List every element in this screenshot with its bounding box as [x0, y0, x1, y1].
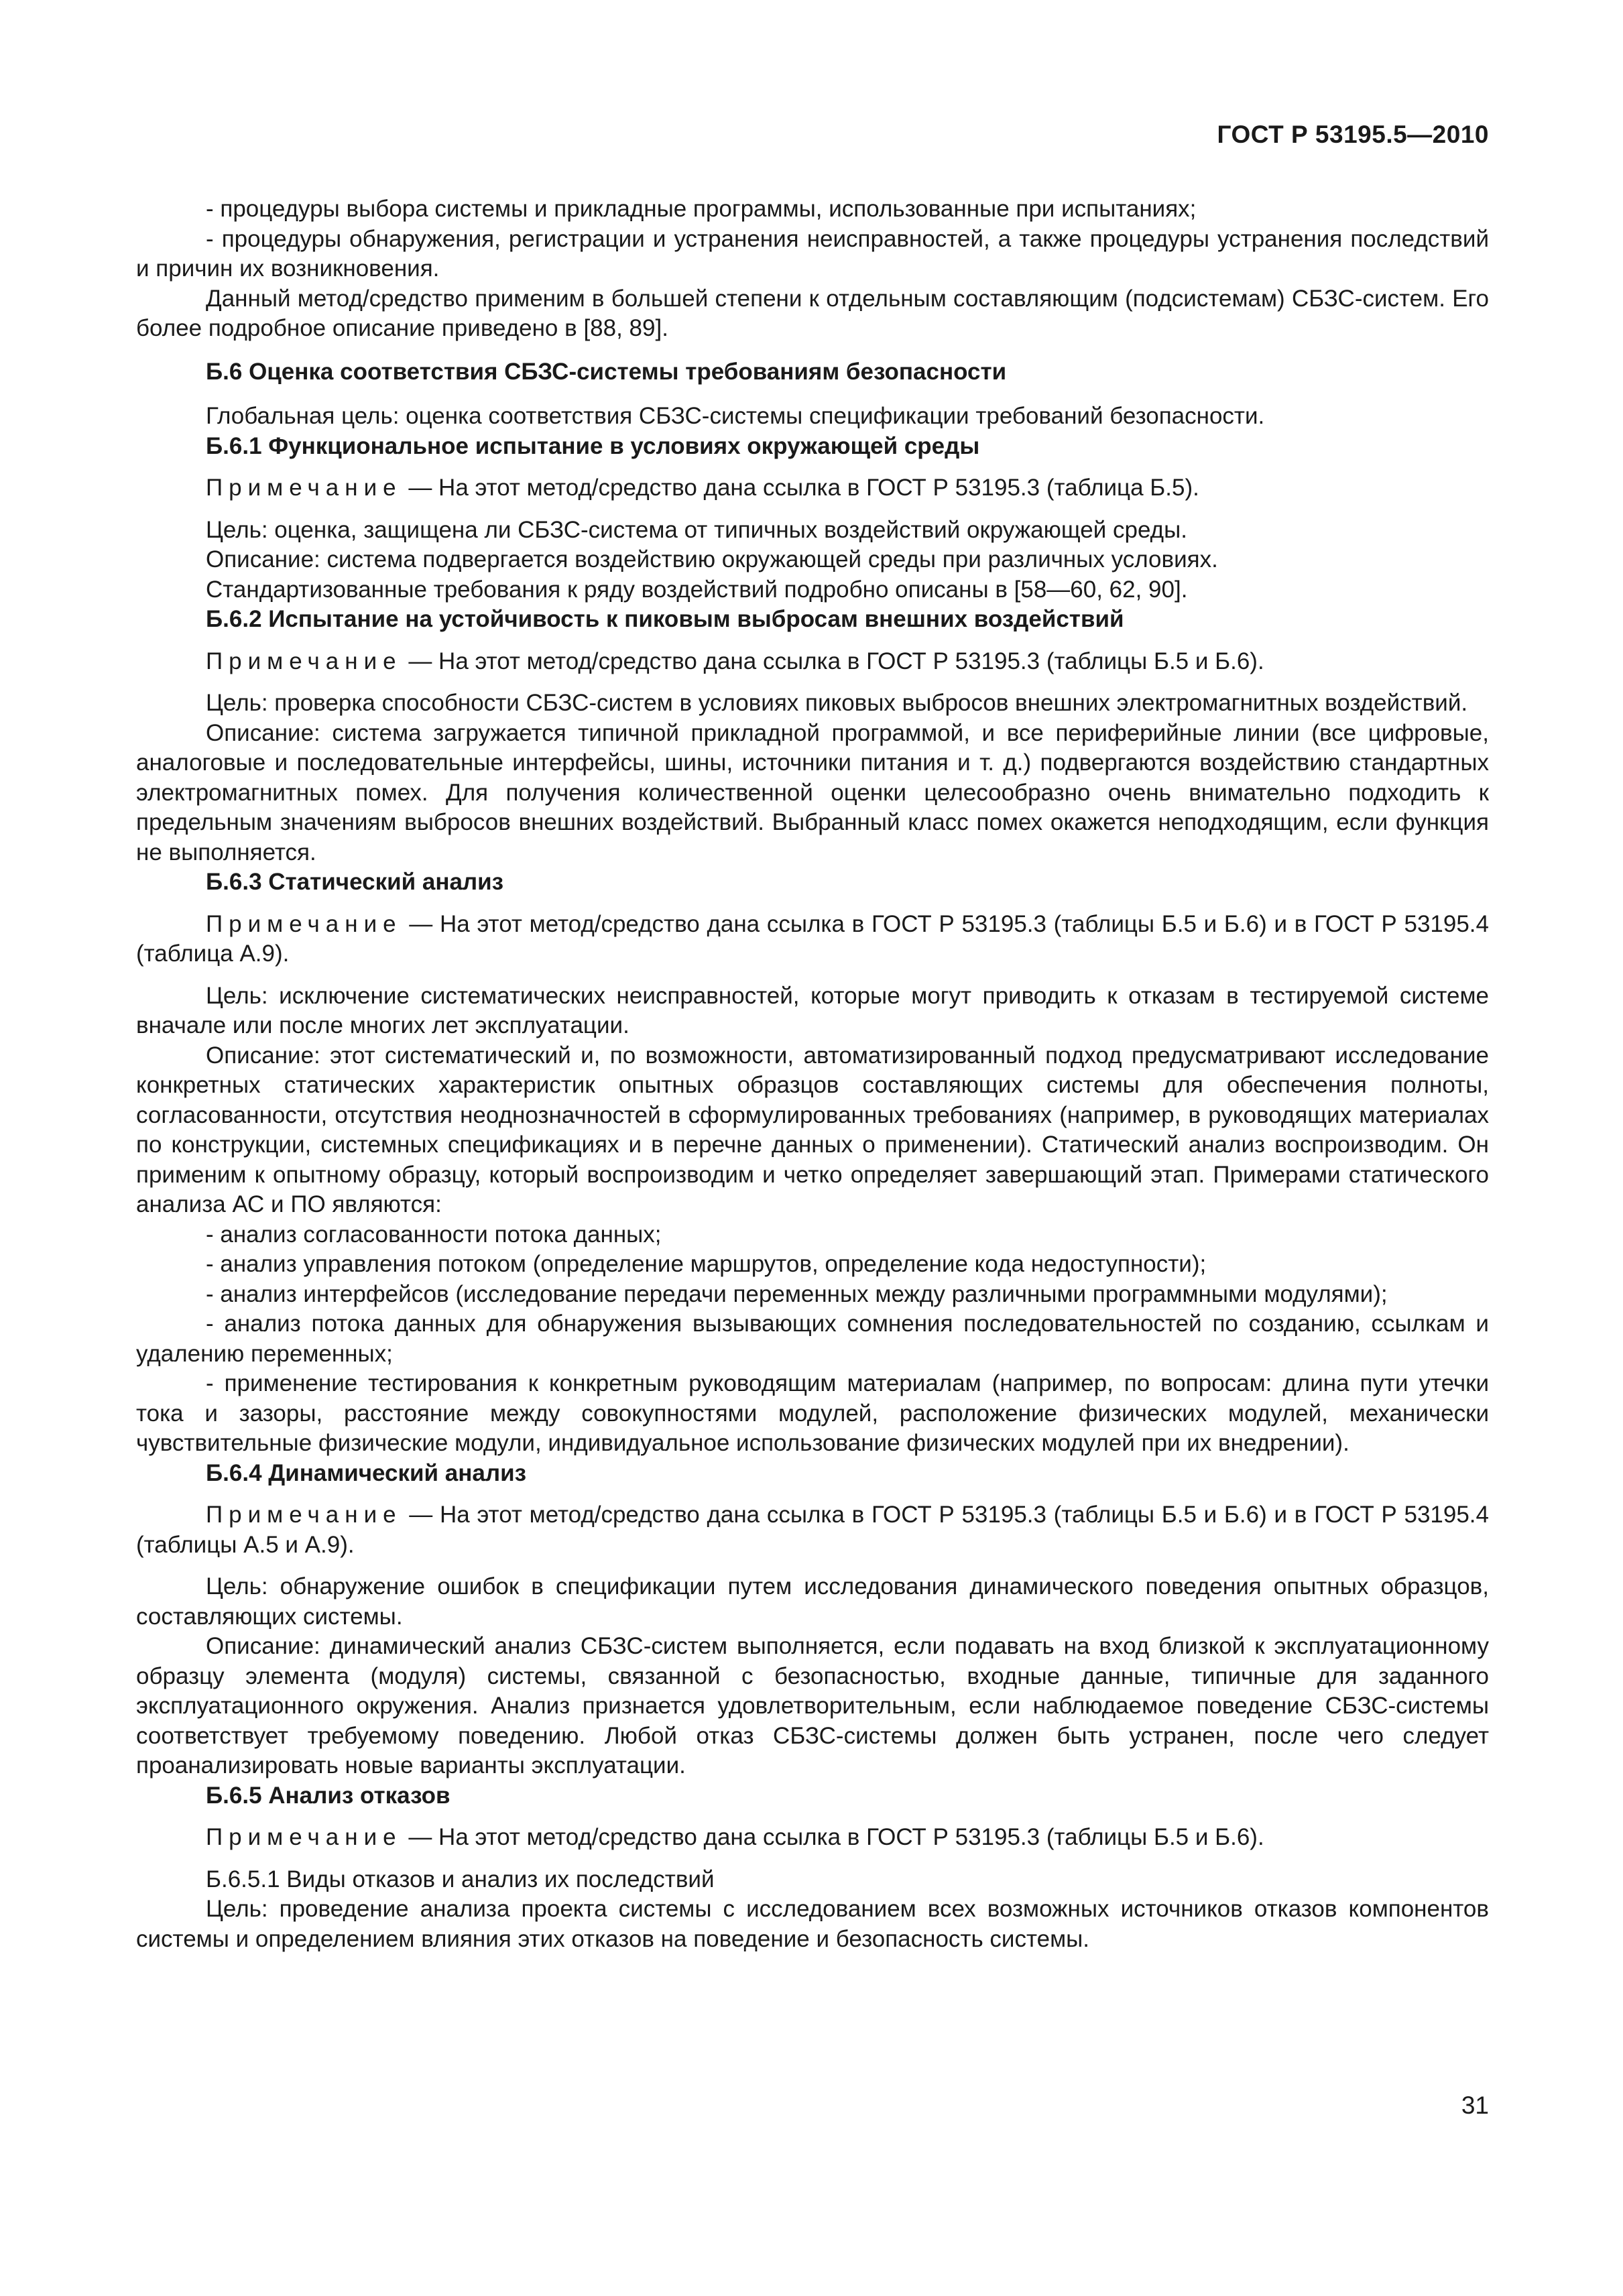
subsection-title-b651: Б.6.5.1 Виды отказов и анализ их последствий	[206, 1866, 715, 1892]
section-title-b62: Б.6.2 Испытание на устойчивость к пиковым выбросам внешних воздействий	[206, 606, 1124, 632]
document-header: ГОСТ Р 53195.5—2010	[1217, 121, 1489, 148]
list-item: - анализ управления потоком (определение маршрутов, определение кода недоступности);	[206, 1251, 1207, 1277]
paragraph: Описание: этот систематический и, по возможности, автоматизированный подход предусматривают исследование конкретных статических характеристик опытных образцов составляющих системы для обеспечения полноты, согласованности, отсутствия неоднозначностей в сформулированных требованиях (например, в руководящих материалах по конструкции, системных спецификациях и в перечне данных о применении). Статический анализ воспроизводим. Он применим к опытному образцу, который воспроизводим и четко определяет завершающий этап. Примерами статического анализа АС и ПО являются:	[136, 1042, 1489, 1217]
paragraph: Цель: проведение анализа проекта системы с исследованием всех возможных источников отказов компонентов системы и определением влияния этих отказов на поведение и безопасность системы.	[136, 1896, 1489, 1952]
list-item: - анализ потока данных для обнаружения вызывающих сомнения последовательностей по созданию, ссылкам и удалению переменных;	[136, 1311, 1489, 1367]
page-number: 31	[1461, 2092, 1489, 2119]
note-label: Примечание	[206, 648, 402, 674]
note	[136, 1500, 1489, 1560]
paragraph: Цель: исключение систематических неисправностей, которые могут приводить к отказам в тестируемой системе вначале или после многих лет эксплуатации.	[136, 982, 1489, 1038]
paragraph: Стандартизованные требования к ряду воздействий подробно описаны в [58—60, 62, 90].	[206, 576, 1188, 603]
note-text: — На этот метод/средство дана ссылка в ГОСТ Р 53195.3 (таблицы Б.5 и Б.6).	[402, 1824, 1264, 1850]
paragraph: Данный метод/средство применим в большей степени к отдельным составляющим (подсистемам) СБЗС-систем. Его более подробное описание приведено в [88, 89].	[136, 285, 1489, 341]
note-label: Примечание	[206, 475, 402, 501]
paragraph: Описание: система подвергается воздействию окружающей среды при различных условиях.	[206, 546, 1218, 572]
list-item: - применение тестирования к конкретным руководящим материалам (например, по вопросам: длина пути утечки тока и зазоры, расстояние между совокупностями модулей, расположение физических модулей, механически чувствительные физические модули, индивидуальное использование физических модулей при их внедрении).	[136, 1370, 1489, 1456]
note-text: — На этот метод/средство дана ссылка в ГОСТ Р 53195.3 (таблицы Б.5 и Б.6) и в ГОСТ Р 53195.4 (таблица А.9).	[136, 910, 1489, 967]
paragraph: Цель: проверка способности СБЗС-систем в условиях пиковых выбросов внешних электромагнитных воздействий.	[206, 690, 1468, 716]
paragraph: Глобальная цель: оценка соответствия СБЗС-системы спецификации требований безопасности.	[206, 403, 1265, 429]
paragraph: - процедуры обнаружения, регистрации и устранения неисправностей, а также процедуры устранения последствий и причин их возникновения.	[136, 225, 1489, 282]
note-text: — На этот метод/средство дана ссылка в ГОСТ Р 53195.3 (таблица Б.5).	[402, 475, 1199, 501]
note-label: Примечание	[206, 1824, 402, 1850]
section-title-b63: Б.6.3 Статический анализ	[206, 869, 504, 895]
section-title-b64: Б.6.4 Динамический анализ	[206, 1459, 527, 1486]
paragraph: Цель: обнаружение ошибок в спецификации путем исследования динамического поведения опытных образцов, составляющих системы.	[136, 1573, 1489, 1630]
note-text: — На этот метод/средство дана ссылка в ГОСТ Р 53195.3 (таблицы Б.5 и Б.6).	[402, 648, 1264, 674]
note-text: — На этот метод/средство дана ссылка в ГОСТ Р 53195.3 (таблицы Б.5 и Б.6) и в ГОСТ Р 53195.4 (таблицы А.5 и А.9).	[136, 1502, 1489, 1558]
paragraph: Описание: динамический анализ СБЗС-систем выполняется, если подавать на вход близкой к эксплуатационному образцу элемента (модуля) системы, связанной с безопасностью, входные данные, типичные для заданного эксплуатационного окружения. Анализ признается удовлетворительным, если наблюдаемое поведение СБЗС-системы соответствует требуемому поведению. Любой отказ СБЗС-системы должен быть устранен, после чего следует проанализировать новые варианты эксплуатации.	[136, 1633, 1489, 1778]
section-title-b6: Б.6 Оценка соответствия СБЗС-системы требованиям безопасности	[206, 358, 1007, 385]
note	[136, 910, 1489, 969]
section-title-b65: Б.6.5 Анализ отказов	[206, 1782, 450, 1809]
note	[136, 1823, 1489, 1853]
section-title-b61: Б.6.1 Функциональное испытание в условиях окружающей среды	[206, 432, 980, 459]
document-body	[136, 194, 1489, 1954]
paragraph: Цель: оценка, защищена ли СБЗС-система от типичных воздействий окружающей среды.	[206, 516, 1187, 543]
note	[136, 647, 1489, 677]
list-item: - анализ согласованности потока данных;	[206, 1221, 662, 1248]
list-item: - анализ интерфейсов (исследование передачи переменных между различными программными модулями);	[206, 1280, 1388, 1307]
note	[136, 473, 1489, 503]
note-label: Примечание	[206, 910, 402, 937]
paragraph: - процедуры выбора системы и прикладные программы, использованные при испытаниях;	[206, 196, 1197, 222]
paragraph: Описание: система загружается типичной прикладной программой, и все периферийные линии (все цифровые, аналоговые и последовательные интерфейсы, шины, источники питания и т. д.) подвергаются воздействию стандартных электромагнитных помех. Для получения количественной оценки целесообразно очень внимательно подходить к предельным значениям выбросов внешних воздействий. Выбранный класс помех окажется неподходящим, если функция не выполняется.	[136, 719, 1489, 865]
note-label: Примечание	[206, 1502, 402, 1528]
